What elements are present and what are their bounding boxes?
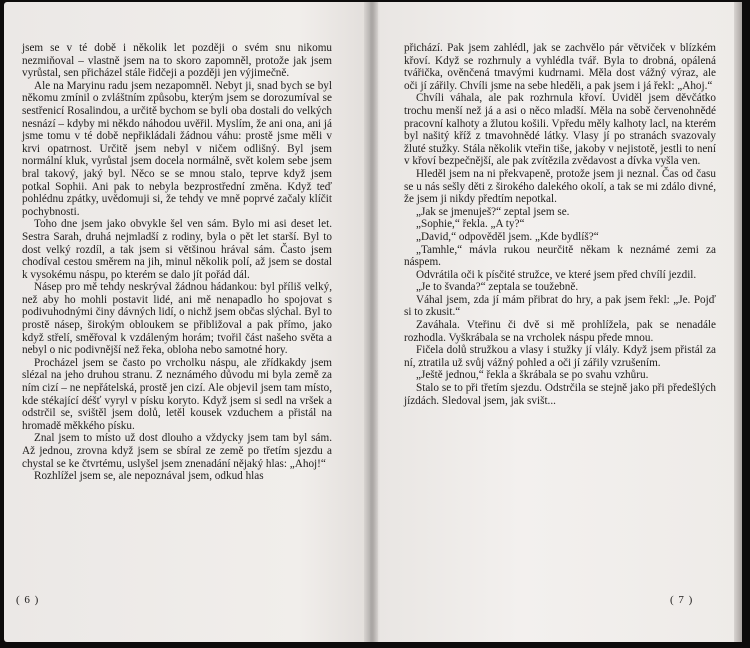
paragraph: „David,“ odpověděl jsem. „Kde bydlíš?“ (416, 230, 599, 243)
paragraph: Odvrátila oči k písčité stružce, ve které jsem před chvílí jezdil. (416, 268, 697, 281)
book-spread (4, 2, 742, 642)
right-page-text (404, 42, 716, 407)
paragraph: Procházel jsem se často po vrcholku náspu, ale zřídkakdy jsem slézal na jeho druhou stranu. Z neznámého důvodu mi byla země za ním cizí – ne nepřátelská, prostě jen cizí. Ale objevil jsem tam místo, kde stékající déšť vyryl v písku koryto. Když jsem si sedl na vršek a odstrčil se, svištěl jsem dolů, letěl kousek vzduchem a přistál na hromadě měkkého písku. (22, 356, 332, 432)
paragraph: Fičela dolů stružkou a vlasy i stužky jí vlály. Když jsem přistál za ní, ztratila už svůj vážný pohled a oči jí zářily vzrušením. (404, 344, 716, 369)
paragraph: Váhal jsem, zda jí mám přibrat do hry, a pak jsem řekl: „Je. Pojď si to zkusit.“ (404, 293, 716, 319)
left-page-text (22, 42, 332, 483)
paragraph: přichází. Pak jsem zahlédl, jak se zachvělo pár větviček v blízkém křoví. Když se rozhrnuly a vyhlédla tvář. Byla to drobná, opálená tvářička, ověnčená tmavými kudrnami. Měla dost vážný výraz, ale oči jí zářily. Chvíli jsme na sebe hleděli, a pak jsem i já řekl: „Ahoj.“ (404, 42, 716, 92)
paragraph: Chvíli váhala, ale pak rozhrnula křoví. Uviděl jsem děvčátko trochu menší než já a asi o něco mladší. Měla na sobě červenohnědé pracovní kalhoty a žlutou košili. Vpředu měly kalhoty lacl, na kterém byl našitý kříž z tmavohnědé látky. Vlasy jí po stranách svazovaly žluté stužky. Stála několik vteřin tiše, jakoby v nejistotě, jestli to není v křoví bezpečnější, ale pak zvítězila zvědavost a dívka vyšla ven. (404, 92, 716, 168)
paragraph: „Tamhle,“ mávla rukou neurčitě někam k neznámé zemi za náspem. (404, 243, 716, 269)
right-page (376, 2, 734, 614)
paragraph: Znal jsem to místo už dost dlouho a vždycky jsem tam byl sám. Až jednou, zrovna když jsem se sbíral ze země po třetím sjezdu a chystal se ke čtvrtému, uslyšel jsem znenadání nějaký hlas: „Ahoj!“ (22, 432, 332, 470)
paragraph: Násep pro mě tehdy neskrýval žádnou hádankou: byl příliš velký, než aby ho mohli postavit lidé, ani mě nenapadlo ho spojovat s podivuhodnými činy dávných lidí, o nichž jsem občas slýchal. Byl to prostě násep, širokým obloukem se přibližoval a pak přímo, jako když střelí, směřoval k vzdáleným horám; tvořil část našeho světa a nebyl o nic podivnější než řeka, obloha nebo samotné hory. (22, 281, 332, 357)
paragraph: jsem se v té době i několik let později o svém snu nikomu nezmiňoval – vlastně jsem na to skoro zapomněl, protože jak jsem vyrůstal, sen přicházel stále řidčeji a později jen výjimečně. (22, 42, 332, 80)
paragraph: Hleděl jsem na ni překvapeně, protože jsem ji neznal. Čas od času se u nás sešly děti z širokého dalekého okolí, a tak se mi zdálo divné, že jsem ji nikdy předtím nepotkal. (404, 167, 716, 206)
page-number-right: ( 7 ) (670, 594, 694, 606)
paragraph: Rozhlížel jsem se, ale nepoznával jsem, odkud hlas (34, 470, 264, 483)
paragraph: Zaváhala. Vteřinu či dvě si mě prohlížela, pak se nenadále rozhodla. Vyškrábala se na vrcholek náspu přede mnou. (404, 319, 716, 344)
page-number-left: ( 6 ) (16, 594, 40, 606)
page-edge (734, 2, 742, 642)
paragraph: „Sophie,“ řekla. „A ty?“ (416, 218, 525, 231)
left-page (4, 2, 367, 614)
paragraph: „Je to švanda?“ zeptala se toužebně. (416, 281, 579, 294)
paragraph: Toho dne jsem jako obvykle šel ven sám. Bylo mi asi deset let. Sestra Sarah, druhá nejmladší z rodiny, byla o pět let starší. Byl to dost velký rozdíl, a tak jsem si většinou hrával sám. Často jsem chodíval cestou směrem na jih, minul několik polí, až jsem se dostal k vysokému náspu, po kterém se dalo jít pořád dál. (22, 218, 332, 281)
paragraph: Stalo se to při třetím sjezdu. Odstrčila se stejně jako při předešlých jízdách. Sledoval jsem, jak svišt... (404, 382, 716, 407)
paragraph: Ale na Maryinu radu jsem nezapomněl. Nebyt ji, snad bych se byl někomu zmínil o zvláštním způsobu, kterým jsem se dorozumíval se sestřenicí Rosalindou, a určitě bychom se byli oba dostali do velkých nesnází – kdyby mi někdo náhodou uvěřil. Myslím, že ani ona, ani já jsme tomu v té době nepřikládali žádnou váhu: prostě jsme měli v krvi opatrnost. Určitě jsem nebyl v ničem odlišný. Byl jsem normální kluk, vyrůstal jsem docela normálně, svět kolem sebe jsem bral takový, jaký byl. Něco se se mnou stalo, teprve když jsem potkal Sophii. Ani pak to nebyla bezprostřední změna. Když teď pohlédnu zpátky, uvědomuji si, že tehdy ve mně poprvé začaly klíčit pochybnosti. (22, 79, 332, 218)
paragraph: „Ještě jednou,“ řekla a škrábala se po svahu vzhůru. (416, 369, 649, 382)
paragraph: „Jak se jmenuješ?“ zeptal jsem se. (416, 205, 570, 218)
